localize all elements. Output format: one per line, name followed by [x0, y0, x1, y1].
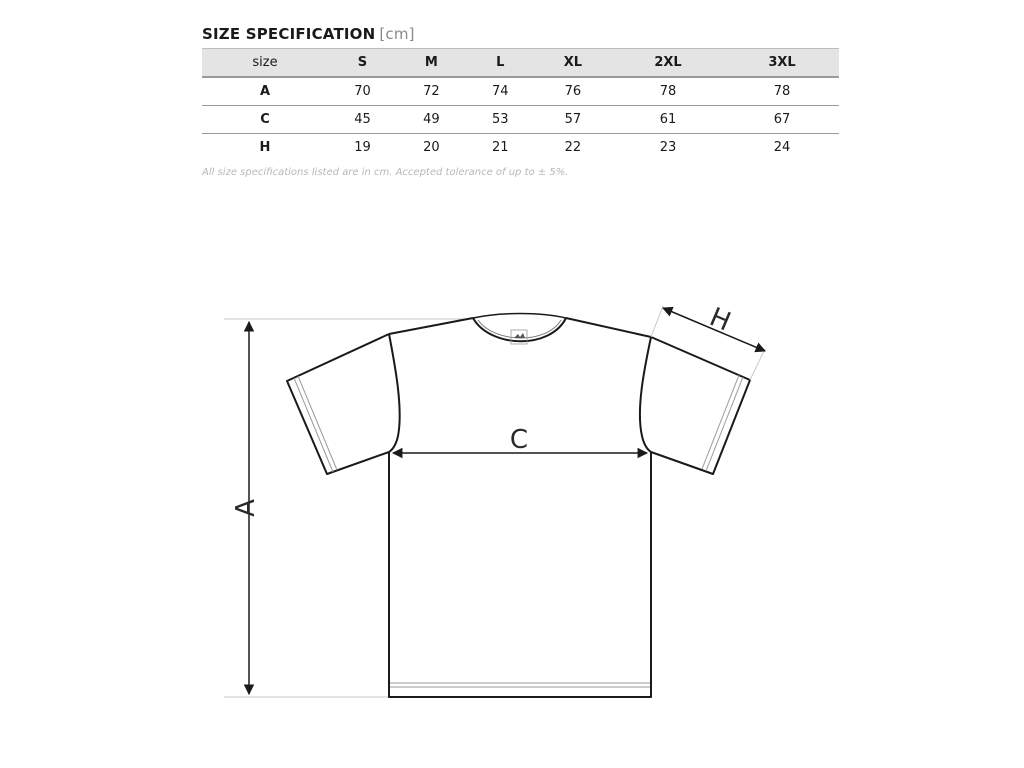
table-cell: 49 — [397, 106, 466, 134]
column-header: S — [328, 49, 397, 78]
column-header: size — [202, 49, 328, 78]
dimension-h-guide-left — [651, 306, 663, 337]
tolerance-note: All size specifications listed are in cm. Accepted tolerance of up to ± 5%. — [202, 167, 569, 178]
dimension-h-label: H — [705, 302, 735, 338]
right-armhole — [640, 337, 651, 452]
table-cell: 72 — [397, 77, 466, 106]
neck-label-logo — [514, 333, 525, 338]
tshirt-body — [389, 452, 651, 697]
column-header: 3XL — [725, 49, 839, 78]
row-header: A — [202, 77, 328, 106]
left-shoulder — [389, 318, 473, 334]
table-cell: 21 — [492, 140, 509, 155]
left-sleeve-stitch-1 — [294, 378, 333, 472]
row-header: C — [202, 106, 328, 134]
table-cell: 23 — [659, 140, 677, 155]
table-cell: 78 — [725, 77, 839, 106]
table-cell: 74 — [466, 77, 535, 106]
row-header: H — [259, 140, 271, 155]
table-cell: 78 — [611, 77, 725, 106]
dimension-h-guide-right — [750, 349, 765, 380]
right-sleeve-stitch-1 — [706, 377, 743, 471]
neck-back — [473, 314, 566, 319]
table-cell: 19 — [354, 140, 371, 155]
right-shoulder — [566, 318, 651, 337]
table-cell: 24 — [773, 140, 791, 155]
column-header: M — [397, 49, 466, 78]
column-header: XL — [535, 49, 611, 78]
spec-title-text: SIZE SPECIFICATION — [202, 25, 376, 43]
table-cell: 53 — [466, 106, 535, 134]
table-cell: 22 — [564, 140, 582, 155]
table-cell: 76 — [535, 77, 611, 106]
tshirt-outline — [287, 318, 750, 697]
left-sleeve — [287, 334, 389, 474]
column-header: L — [466, 49, 535, 78]
column-header: 2XL — [611, 49, 725, 78]
left-armhole — [389, 334, 400, 452]
table-cell: 70 — [328, 77, 397, 106]
table-cell: 45 — [328, 106, 397, 134]
table-cell: 61 — [611, 106, 725, 134]
table-cell: 57 — [535, 106, 611, 134]
table-cell: 67 — [725, 106, 839, 134]
table-cell: 20 — [423, 140, 440, 155]
left-sleeve-stitch-2 — [298, 376, 337, 470]
dimension-a-label: A — [231, 499, 261, 517]
right-sleeve — [651, 337, 750, 474]
spec-unit: [cm] — [379, 25, 415, 43]
dimension-c-label: C — [509, 425, 529, 455]
